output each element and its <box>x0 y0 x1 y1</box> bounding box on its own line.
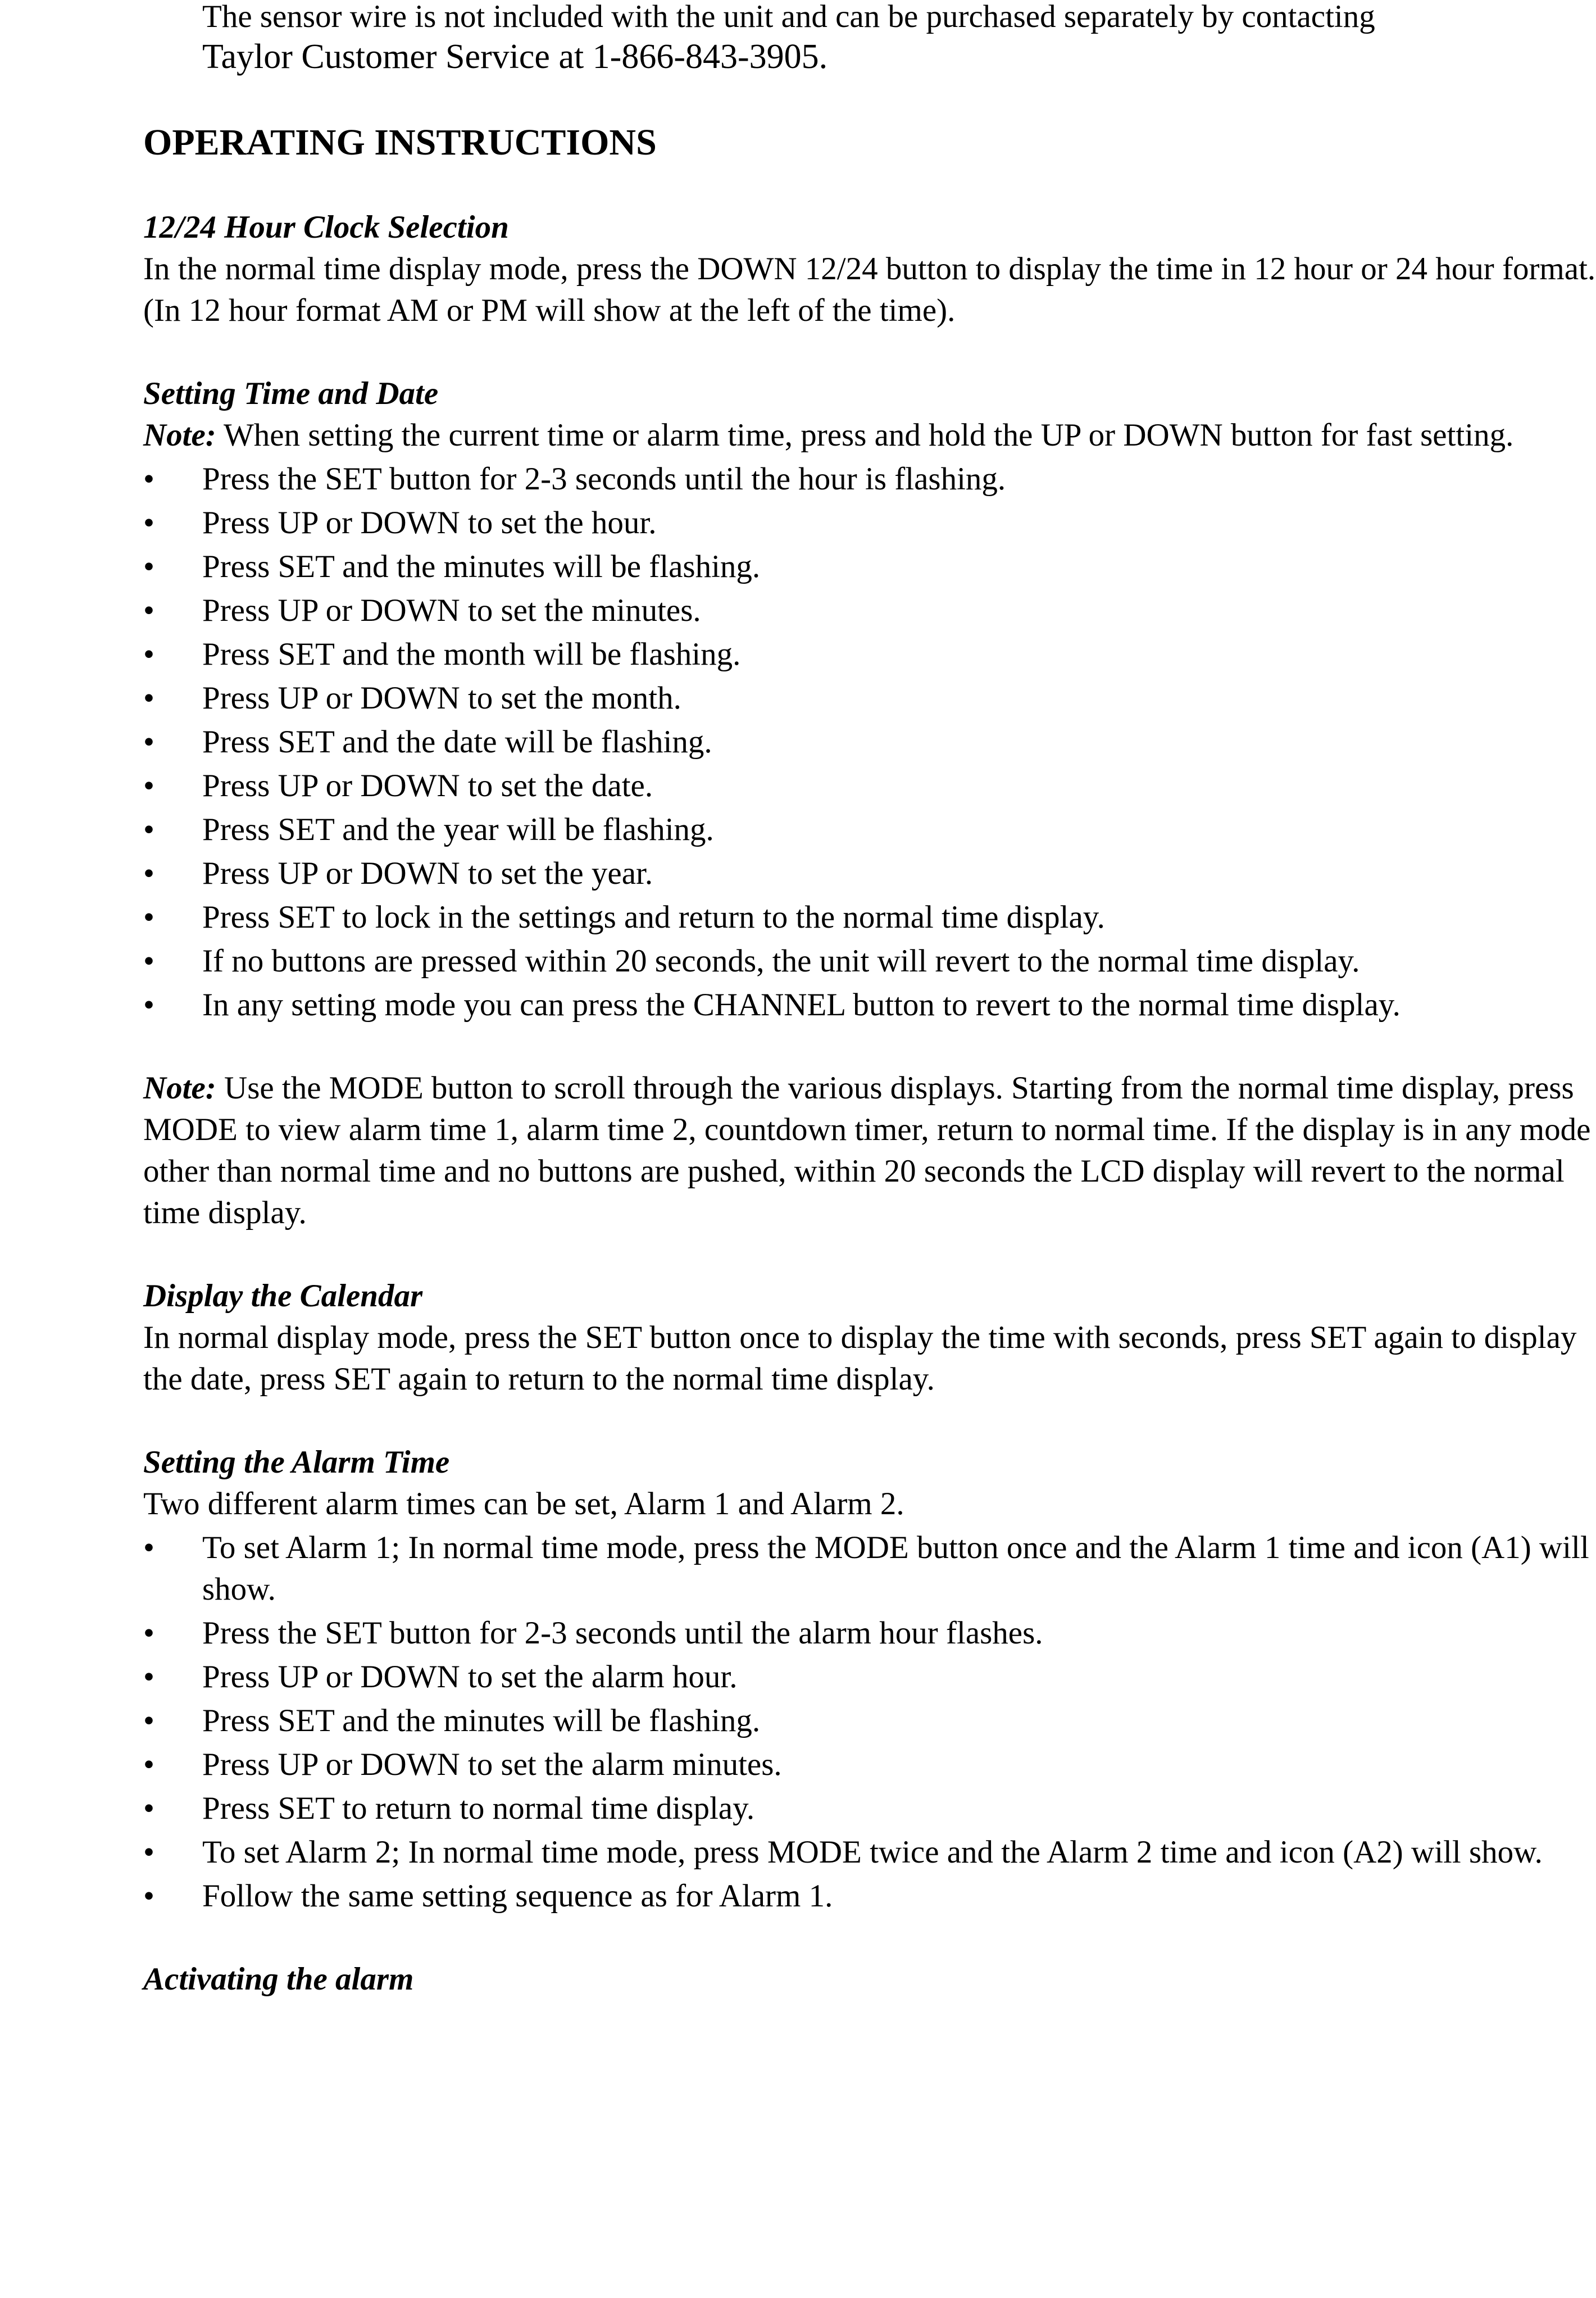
bullet-icon: • <box>143 900 154 935</box>
alarm-title: Setting the Alarm Time <box>143 1445 450 1480</box>
bullet-icon: • <box>143 461 154 497</box>
bullet-icon: • <box>143 856 154 891</box>
mode-note <box>143 1068 1596 1234</box>
list-item-text: Press SET to return to normal time display. <box>202 1791 755 1826</box>
bullet-icon: • <box>143 680 154 716</box>
list-item-text: Press SET and the minutes will be flashing. <box>202 1703 761 1738</box>
bullet-icon: • <box>143 549 154 584</box>
bullet-icon: • <box>143 1747 154 1782</box>
list-item <box>143 941 1596 982</box>
list-item-text: Press SET and the year will be flashing. <box>202 812 714 847</box>
bullet-icon: • <box>143 1834 154 1870</box>
alarm-steps <box>143 1527 1596 1917</box>
list-item <box>143 502 1596 544</box>
mode-note-label: Note: <box>143 1070 216 1106</box>
list-item-text: Press the SET button for 2-3 seconds until the alarm hour flashes. <box>202 1615 1043 1651</box>
list-item-text: Press UP or DOWN to set the minutes. <box>202 593 701 628</box>
list-item <box>143 809 1596 851</box>
list-item <box>143 1744 1596 1786</box>
list-item <box>143 853 1596 894</box>
setting-time-title: Setting Time and Date <box>143 376 439 411</box>
list-item-text: Press UP or DOWN to set the alarm minutes. <box>202 1747 782 1782</box>
bullet-icon: • <box>143 1615 154 1651</box>
bullet-icon: • <box>143 987 154 1023</box>
clock-selection-title: 12/24 Hour Clock Selection <box>143 210 509 245</box>
footer-artifact <box>0 2285 573 2298</box>
list-item <box>143 721 1596 763</box>
bullet-icon: • <box>143 1530 154 1565</box>
calendar-section <box>143 1275 1596 1400</box>
bullet-icon: • <box>143 1791 154 1826</box>
list-item <box>143 765 1596 807</box>
list-item-text: In any setting mode you can press the CHANNEL button to revert to the normal time display. <box>202 987 1401 1023</box>
list-item-text: Press UP or DOWN to set the hour. <box>202 505 657 541</box>
bullet-icon: • <box>143 768 154 803</box>
list-item <box>143 897 1596 938</box>
bullet-icon: • <box>143 505 154 541</box>
page-heading: OPERATING INSTRUCTIONS <box>143 122 657 163</box>
list-item <box>143 590 1596 632</box>
list-item <box>143 1527 1596 1610</box>
list-item-text: To set Alarm 2; In normal time mode, press MODE twice and the Alarm 2 time and icon (A2) will show. <box>202 1834 1543 1870</box>
bullet-icon: • <box>143 724 154 760</box>
list-item <box>143 458 1596 500</box>
list-item-text: Press UP or DOWN to set the year. <box>202 856 653 891</box>
note-label: Note: <box>143 417 216 453</box>
alarm-intro: Two different alarm times can be set, Alarm 1 and Alarm 2. <box>143 1486 904 1522</box>
list-item <box>143 1700 1596 1742</box>
bullet-icon: • <box>143 1878 154 1914</box>
calendar-title: Display the Calendar <box>143 1278 423 1314</box>
mode-note-paragraph <box>143 1068 1596 1234</box>
list-item <box>143 1788 1596 1829</box>
list-item <box>143 1656 1596 1698</box>
activating-section <box>143 1959 1596 2000</box>
clock-selection-section <box>143 207 1596 331</box>
list-item-text: Press the SET button for 2-3 seconds until the hour is flashing. <box>202 461 1006 497</box>
calendar-body: In normal display mode, press the SET button once to display the time with seconds, press SET again to display the date, press SET again to return to the normal time display. <box>143 1320 1577 1397</box>
list-item-text: Press SET and the month will be flashing. <box>202 637 741 672</box>
list-item-text: Press UP or DOWN to set the alarm hour. <box>202 1659 738 1695</box>
intro-paragraph <box>143 0 1596 80</box>
list-item-text: Press SET and the date will be flashing. <box>202 724 712 760</box>
bullet-icon: • <box>143 1659 154 1695</box>
list-item-text: If no buttons are pressed within 20 seconds, the unit will revert to the normal time display. <box>202 943 1360 979</box>
note-text: When setting the current time or alarm time, press and hold the UP or DOWN button for fast setting. <box>216 417 1514 453</box>
activating-title: Activating the alarm <box>143 1961 414 1997</box>
list-item <box>143 634 1596 675</box>
bullet-icon: • <box>143 637 154 672</box>
setting-time-section <box>143 373 1596 1026</box>
list-item <box>143 678 1596 719</box>
list-item-text: Press UP or DOWN to set the month. <box>202 680 681 716</box>
setting-time-steps <box>143 458 1596 1026</box>
setting-time-note <box>143 415 1596 456</box>
list-item-text: Press UP or DOWN to set the date. <box>202 768 653 803</box>
document-page <box>143 0 1596 2000</box>
bullet-icon: • <box>143 812 154 847</box>
list-item <box>143 1875 1596 1917</box>
list-item-text: Press SET to lock in the settings and return to the normal time display. <box>202 900 1105 935</box>
bullet-icon: • <box>143 943 154 979</box>
list-item-text: To set Alarm 1; In normal time mode, press the MODE button once and the Alarm 1 time and icon (A1) will show. <box>202 1530 1589 1607</box>
bullet-icon: • <box>143 1703 154 1738</box>
bullet-icon: • <box>143 593 154 628</box>
list-item <box>143 546 1596 588</box>
list-item <box>143 1832 1596 1873</box>
list-item-text: Press SET and the minutes will be flashing. <box>202 549 761 584</box>
clock-selection-body: In the normal time display mode, press the DOWN 12/24 button to display the time in 12 hour or 24 hour format. (In 12 hour format AM or PM will show at the left of the time). <box>143 251 1596 328</box>
intro-line-1: The sensor wire is not included with the unit and can be purchased separately by contacting <box>202 0 1375 34</box>
list-item-text: Follow the same setting sequence as for Alarm 1. <box>202 1878 833 1914</box>
mode-note-text: Use the MODE button to scroll through the various displays. Starting from the normal time display, press MODE to view alarm time 1, alarm time 2, countdown timer, return to normal time. If the display is in any mode other than normal time and no buttons are pushed, within 20 seconds the LCD display will revert to the normal time display. <box>143 1070 1591 1230</box>
alarm-section <box>143 1442 1596 1917</box>
list-item <box>143 984 1596 1026</box>
intro-line-2: Taylor Customer Service at 1-866-843-3905. <box>202 38 828 76</box>
list-item <box>143 1613 1596 1654</box>
